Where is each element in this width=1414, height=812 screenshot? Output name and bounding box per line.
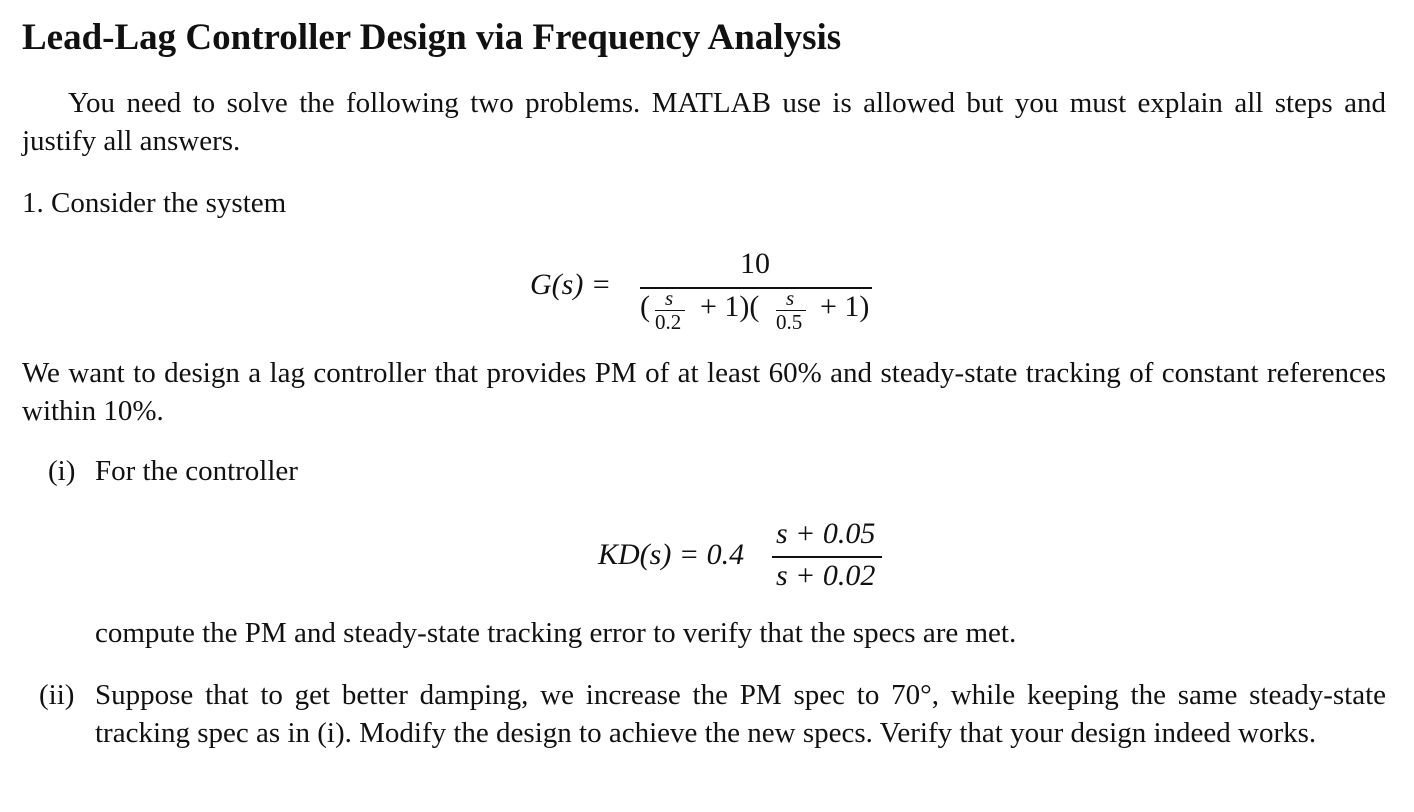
part-i-tail: compute the PM and steady-state tracking error to verify that the specs are met.	[95, 617, 1017, 649]
document-title: Lead-Lag Controller Design via Frequency Analysis	[22, 17, 842, 58]
problem-1-heading: 1. Consider the system	[22, 187, 287, 219]
den-d1: 0.2	[655, 310, 682, 334]
spec-paragraph: We want to design a lag controller that provides PM of at least 60% and steady-state tracking of constant references within 10%.	[22, 357, 1386, 427]
den-s2: s	[786, 286, 795, 310]
den-plus2: + 1)	[820, 290, 870, 323]
intro-paragraph: You need to solve the following two problems. MATLAB use is allowed but you must explain all steps and justify all answers.	[22, 87, 1386, 157]
den-d2: 0.5	[776, 310, 803, 334]
den-s1: s	[665, 286, 674, 310]
den-plus1: + 1)(	[700, 290, 760, 323]
part-i-label: (i)	[48, 455, 76, 487]
equation-kd-fraction-bar	[772, 556, 882, 558]
part-i-text: For the controller	[95, 455, 298, 487]
equation-g-lhs: G(s) =	[530, 268, 612, 301]
equation-kd-denominator: s + 0.02	[776, 559, 876, 592]
equation-kd-lhs: KD(s) = 0.4	[598, 538, 745, 571]
part-ii-text: Suppose that to get better damping, we increase the PM spec to 70°, while keeping the same steady-state tracking spec as in (i). Modify the design to achieve the new specs. Verify that your design indeed works.	[95, 679, 1386, 749]
equation-g-numerator: 10	[740, 247, 770, 280]
den-open: (	[640, 290, 650, 323]
part-ii-label: (ii)	[39, 679, 75, 711]
equation-kd-numerator: s + 0.05	[776, 517, 876, 550]
